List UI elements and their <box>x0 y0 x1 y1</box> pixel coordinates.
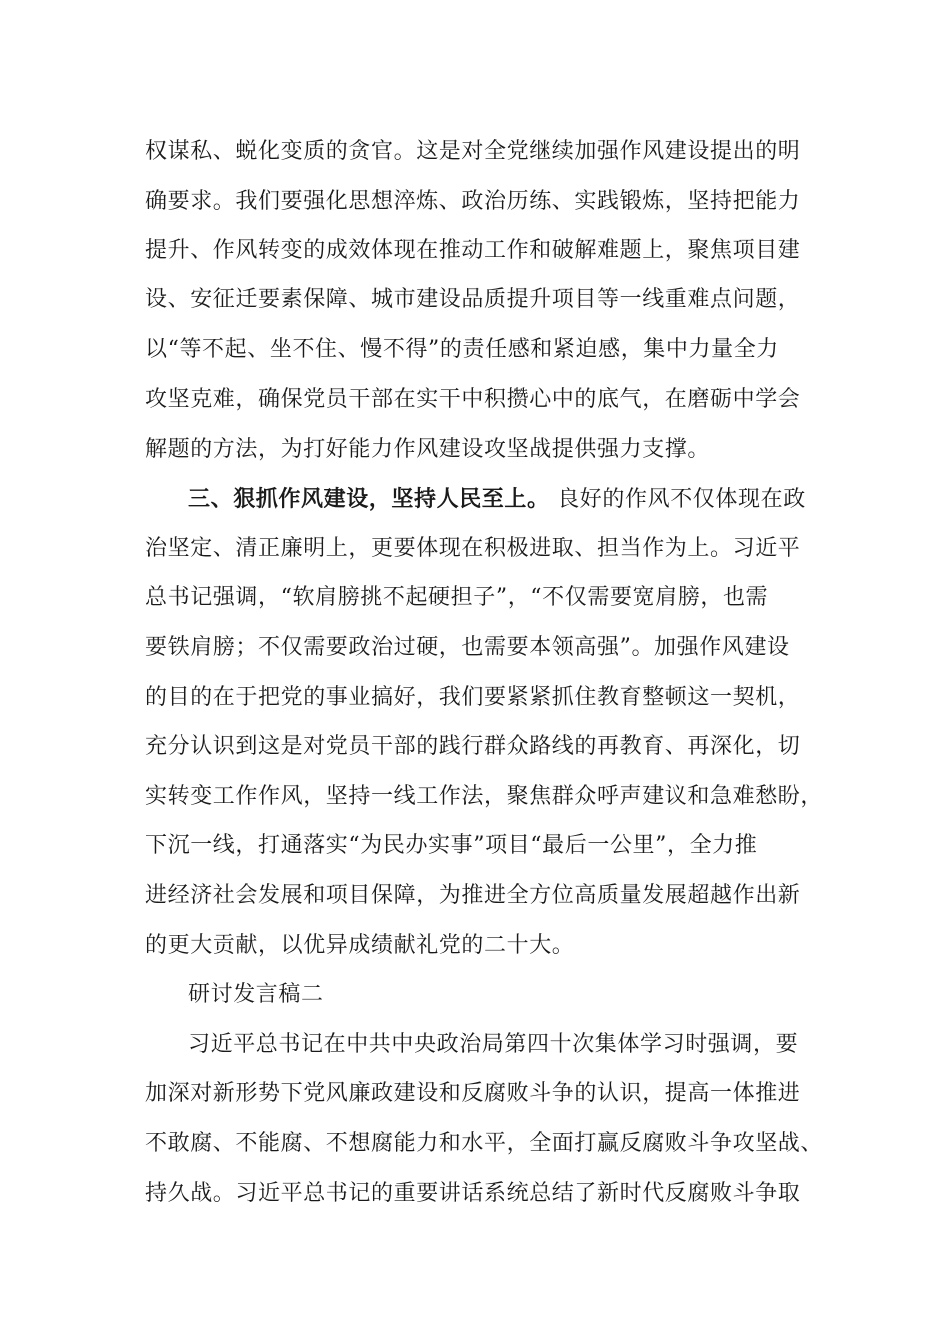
section-3-heading: 三、狠抓作风建设，坚持人民至上。 <box>188 486 550 512</box>
section-title: 研讨发言稿二 <box>188 982 324 1007</box>
paragraph-line: 下沉一线，打通落实“为民办实事”项目“最后一公里”，全力推 <box>145 833 758 858</box>
paragraph-line: 解题的方法，为打好能力作风建设攻坚战提供强力支撑。 <box>145 437 711 462</box>
paragraph-line: 持久战。习近平总书记的重要讲话系统总结了新时代反腐败斗争取 <box>145 1181 801 1206</box>
paragraph-line: 以“等不起、坐不住、慢不得”的责任感和紧迫感，集中力量全力 <box>145 337 779 362</box>
section-3-first-text: 良好的作风不仅体现在政 <box>557 487 806 512</box>
paragraph-line: 习近平总书记在中共中央政治局第四十次集体学习时强调，要 <box>188 1032 799 1057</box>
paragraph-line: 进经济社会发展和项目保障，为推进全方位高质量发展超越作出新 <box>145 883 801 908</box>
paragraph-line: 提升、作风转变的成效体现在推动工作和破解难题上，聚焦项目建 <box>145 238 801 263</box>
paragraph-line: 总书记强调，“软肩膀挑不起硬担子”，“不仅需要宽肩膀，也需 <box>145 585 769 610</box>
paragraph-line: 充分认识到这是对党员干部的践行群众路线的再教育、再深化，切 <box>145 734 801 759</box>
paragraph-line: 攻坚克难，确保党员干部在实干中积攒心中的底气，在磨砺中学会 <box>145 387 801 412</box>
paragraph-line: 要铁肩膀；不仅需要政治过硬，也需要本领高强”。加强作风建设 <box>145 635 790 660</box>
paragraph-line: 的目的在于把党的事业搞好，我们要紧紧抓住教育整顿这一契机， <box>145 685 801 710</box>
paragraph-line: 加深对新形势下党风廉政建设和反腐败斗争的认识，提高一体推进 <box>145 1081 801 1106</box>
paragraph-line: 治坚定、清正廉明上，更要体现在积极进取、担当作为上。习近平 <box>145 536 801 561</box>
paragraph-line: 确要求。我们要强化思想淬炼、政治历练、实践锻炼，坚持把能力 <box>145 189 801 214</box>
paragraph-line: 权谋私、蜕化变质的贪官。这是对全党继续加强作风建设提出的明 <box>145 139 801 164</box>
section-3-first-line <box>188 483 858 515</box>
paragraph-line: 的更大贡献，以优异成绩献礼党的二十大。 <box>145 933 575 958</box>
paragraph-line: 不敢腐、不能腐、不想腐能力和水平，全面打赢反腐败斗争攻坚战、 <box>145 1131 824 1156</box>
paragraph-line: 设、安征迁要素保障、城市建设品质提升项目等一线重难点问题， <box>145 287 801 312</box>
paragraph-line: 实转变工作作风，坚持一线工作法，聚焦群众呼声建议和急难愁盼， <box>145 784 824 809</box>
